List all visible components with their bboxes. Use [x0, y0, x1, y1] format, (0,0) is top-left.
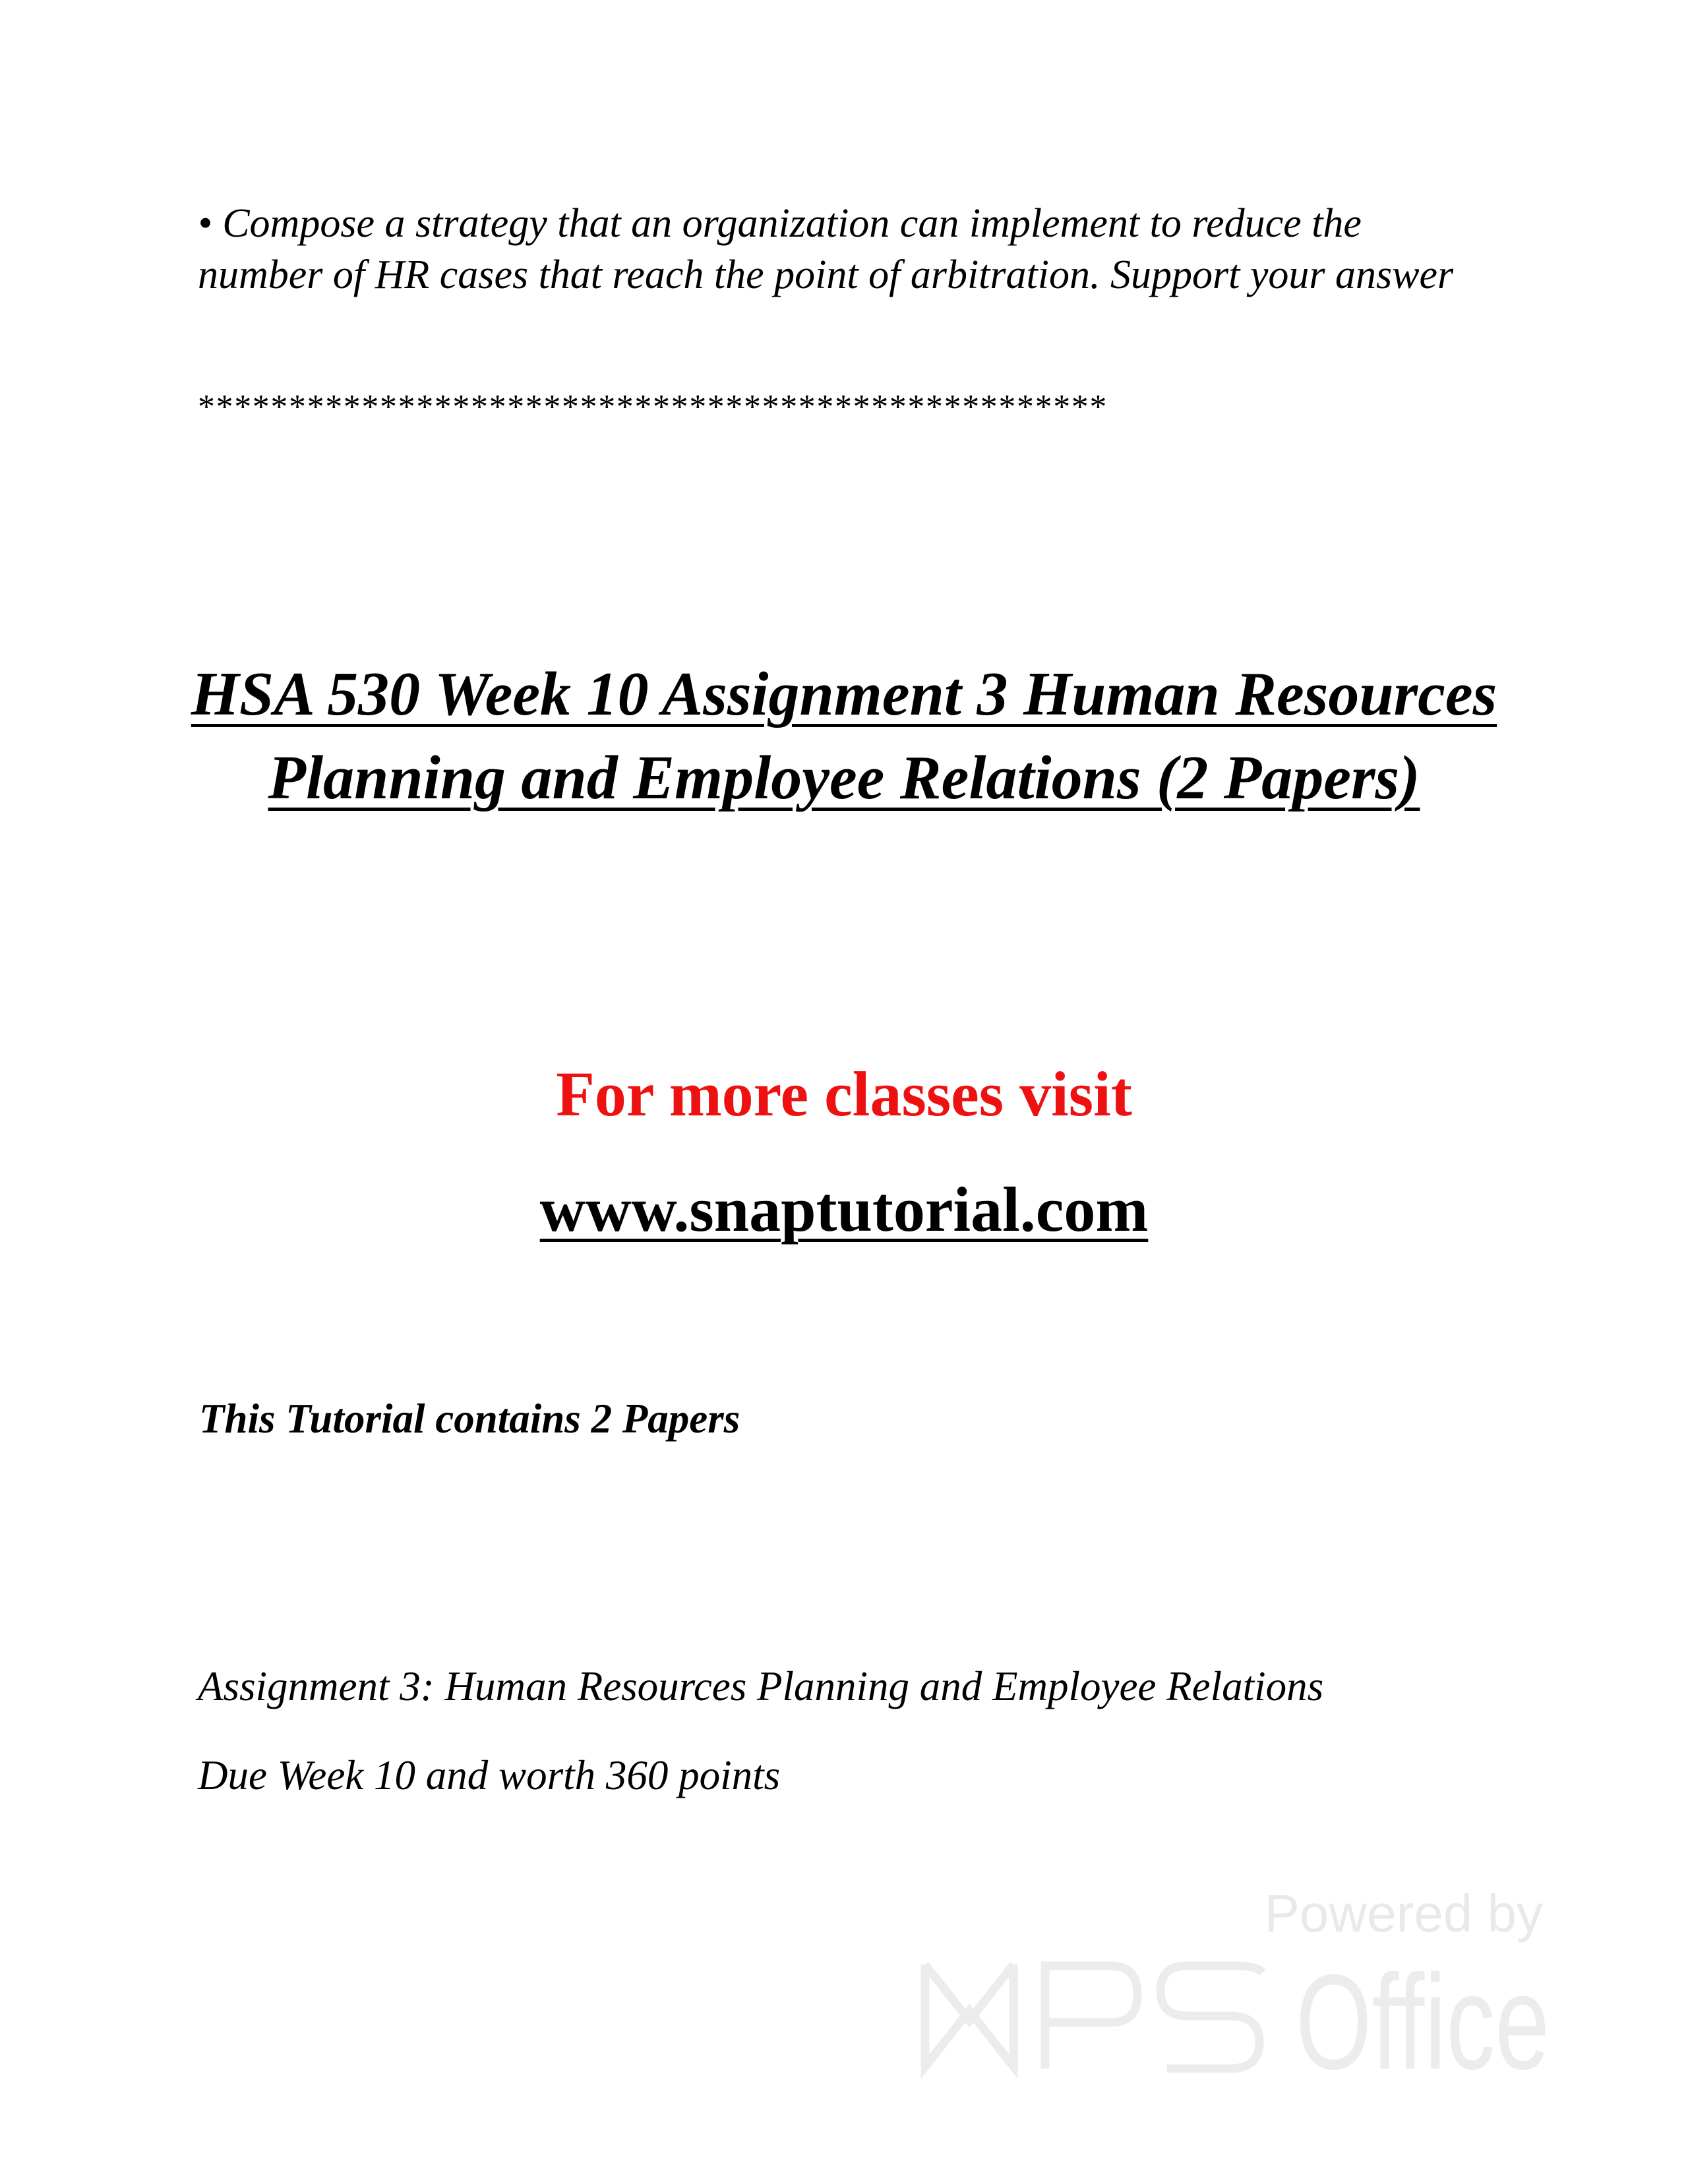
document-title: HSA 530 Week 10 Assignment 3 Human Resources Planning and Employee Relations (2 Papers) [191, 660, 1497, 812]
separator-line: ************************************************** [198, 388, 1108, 426]
tutorial-note: This Tutorial contains 2 Papers [199, 1396, 740, 1442]
website-link[interactable]: www.snaptutorial.com [539, 1174, 1149, 1245]
due-line: Due Week 10 and worth 360 points [198, 1752, 781, 1798]
promo-text: For more classes visit [556, 1059, 1132, 1129]
assignment-heading: Assignment 3: Human Resources Planning and Employee Relations [198, 1663, 1324, 1709]
bullet-paragraph: • Compose a strategy that an organization can implement to reduce the number of HR cases that reach the point of arbitration. Support your answer [198, 201, 1454, 297]
watermark-powered-by: Powered by [1264, 1884, 1543, 1943]
svg-text:Office: Office [1296, 1947, 1550, 2098]
wps-office-logo [920, 1947, 1553, 2098]
